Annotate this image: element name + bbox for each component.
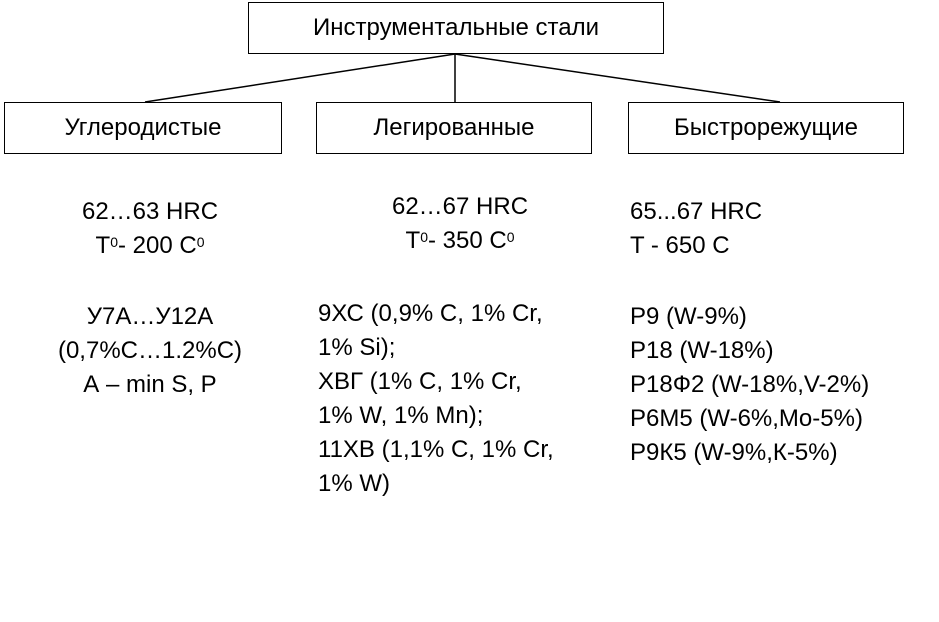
grade-line: Р9К5 (W-9%,К-5%)	[630, 439, 838, 466]
grade-line: ХВГ (1% С, 1% Cr,	[318, 368, 522, 395]
highspeed-grades	[630, 300, 930, 470]
grade-line: 1% W)	[318, 470, 390, 497]
grade-line: Р9 (W-9%)	[630, 303, 747, 330]
grade-line: У7А…У12А	[86, 303, 214, 330]
temperature-text: $T^0-$ 350 $C^0$	[405, 227, 515, 254]
hardness-text: 62…63 HRC	[81, 198, 219, 225]
highspeed-properties	[630, 195, 910, 263]
connector-right	[455, 54, 780, 102]
hardness-text: 62…67 HRC	[391, 193, 529, 220]
category-node-highspeed	[628, 102, 904, 154]
category-node-carbon	[4, 102, 282, 154]
grade-line: Р6М5 (W-6%,Mo-5%)	[630, 405, 863, 432]
root-label: Инструментальные стали	[313, 14, 599, 41]
grade-line: 1% W, 1% Mn);	[318, 402, 484, 429]
temperature-text: T - 650 C	[630, 232, 730, 259]
grade-line: 9ХС (0,9% С, 1% Cr,	[318, 300, 543, 327]
category-label: Быстрорежущие	[674, 114, 858, 141]
carbon-properties	[30, 195, 270, 263]
connector-left	[145, 54, 455, 102]
carbon-grades	[20, 300, 280, 402]
grade-line: Р18 (W-18%)	[630, 337, 774, 364]
hardness-text: 65...67 HRC	[630, 198, 763, 225]
alloyed-grades	[318, 297, 608, 501]
grade-line: А – min S, P	[83, 371, 217, 398]
alloyed-properties	[340, 190, 580, 258]
category-label: Углеродистые	[64, 114, 222, 141]
category-node-alloyed	[316, 102, 592, 154]
category-label: Легированные	[373, 114, 535, 141]
temperature-text: $T^0-$ 200 $C^0$	[95, 232, 205, 259]
grade-line: Р18Ф2 (W-18%,V-2%)	[630, 371, 870, 398]
grade-line: (0,7%С…1.2%С)	[57, 337, 243, 364]
root-node	[248, 2, 664, 54]
grade-line: 1% Si);	[318, 334, 396, 361]
grade-line: 11ХВ (1,1% С, 1% Cr,	[318, 436, 554, 463]
